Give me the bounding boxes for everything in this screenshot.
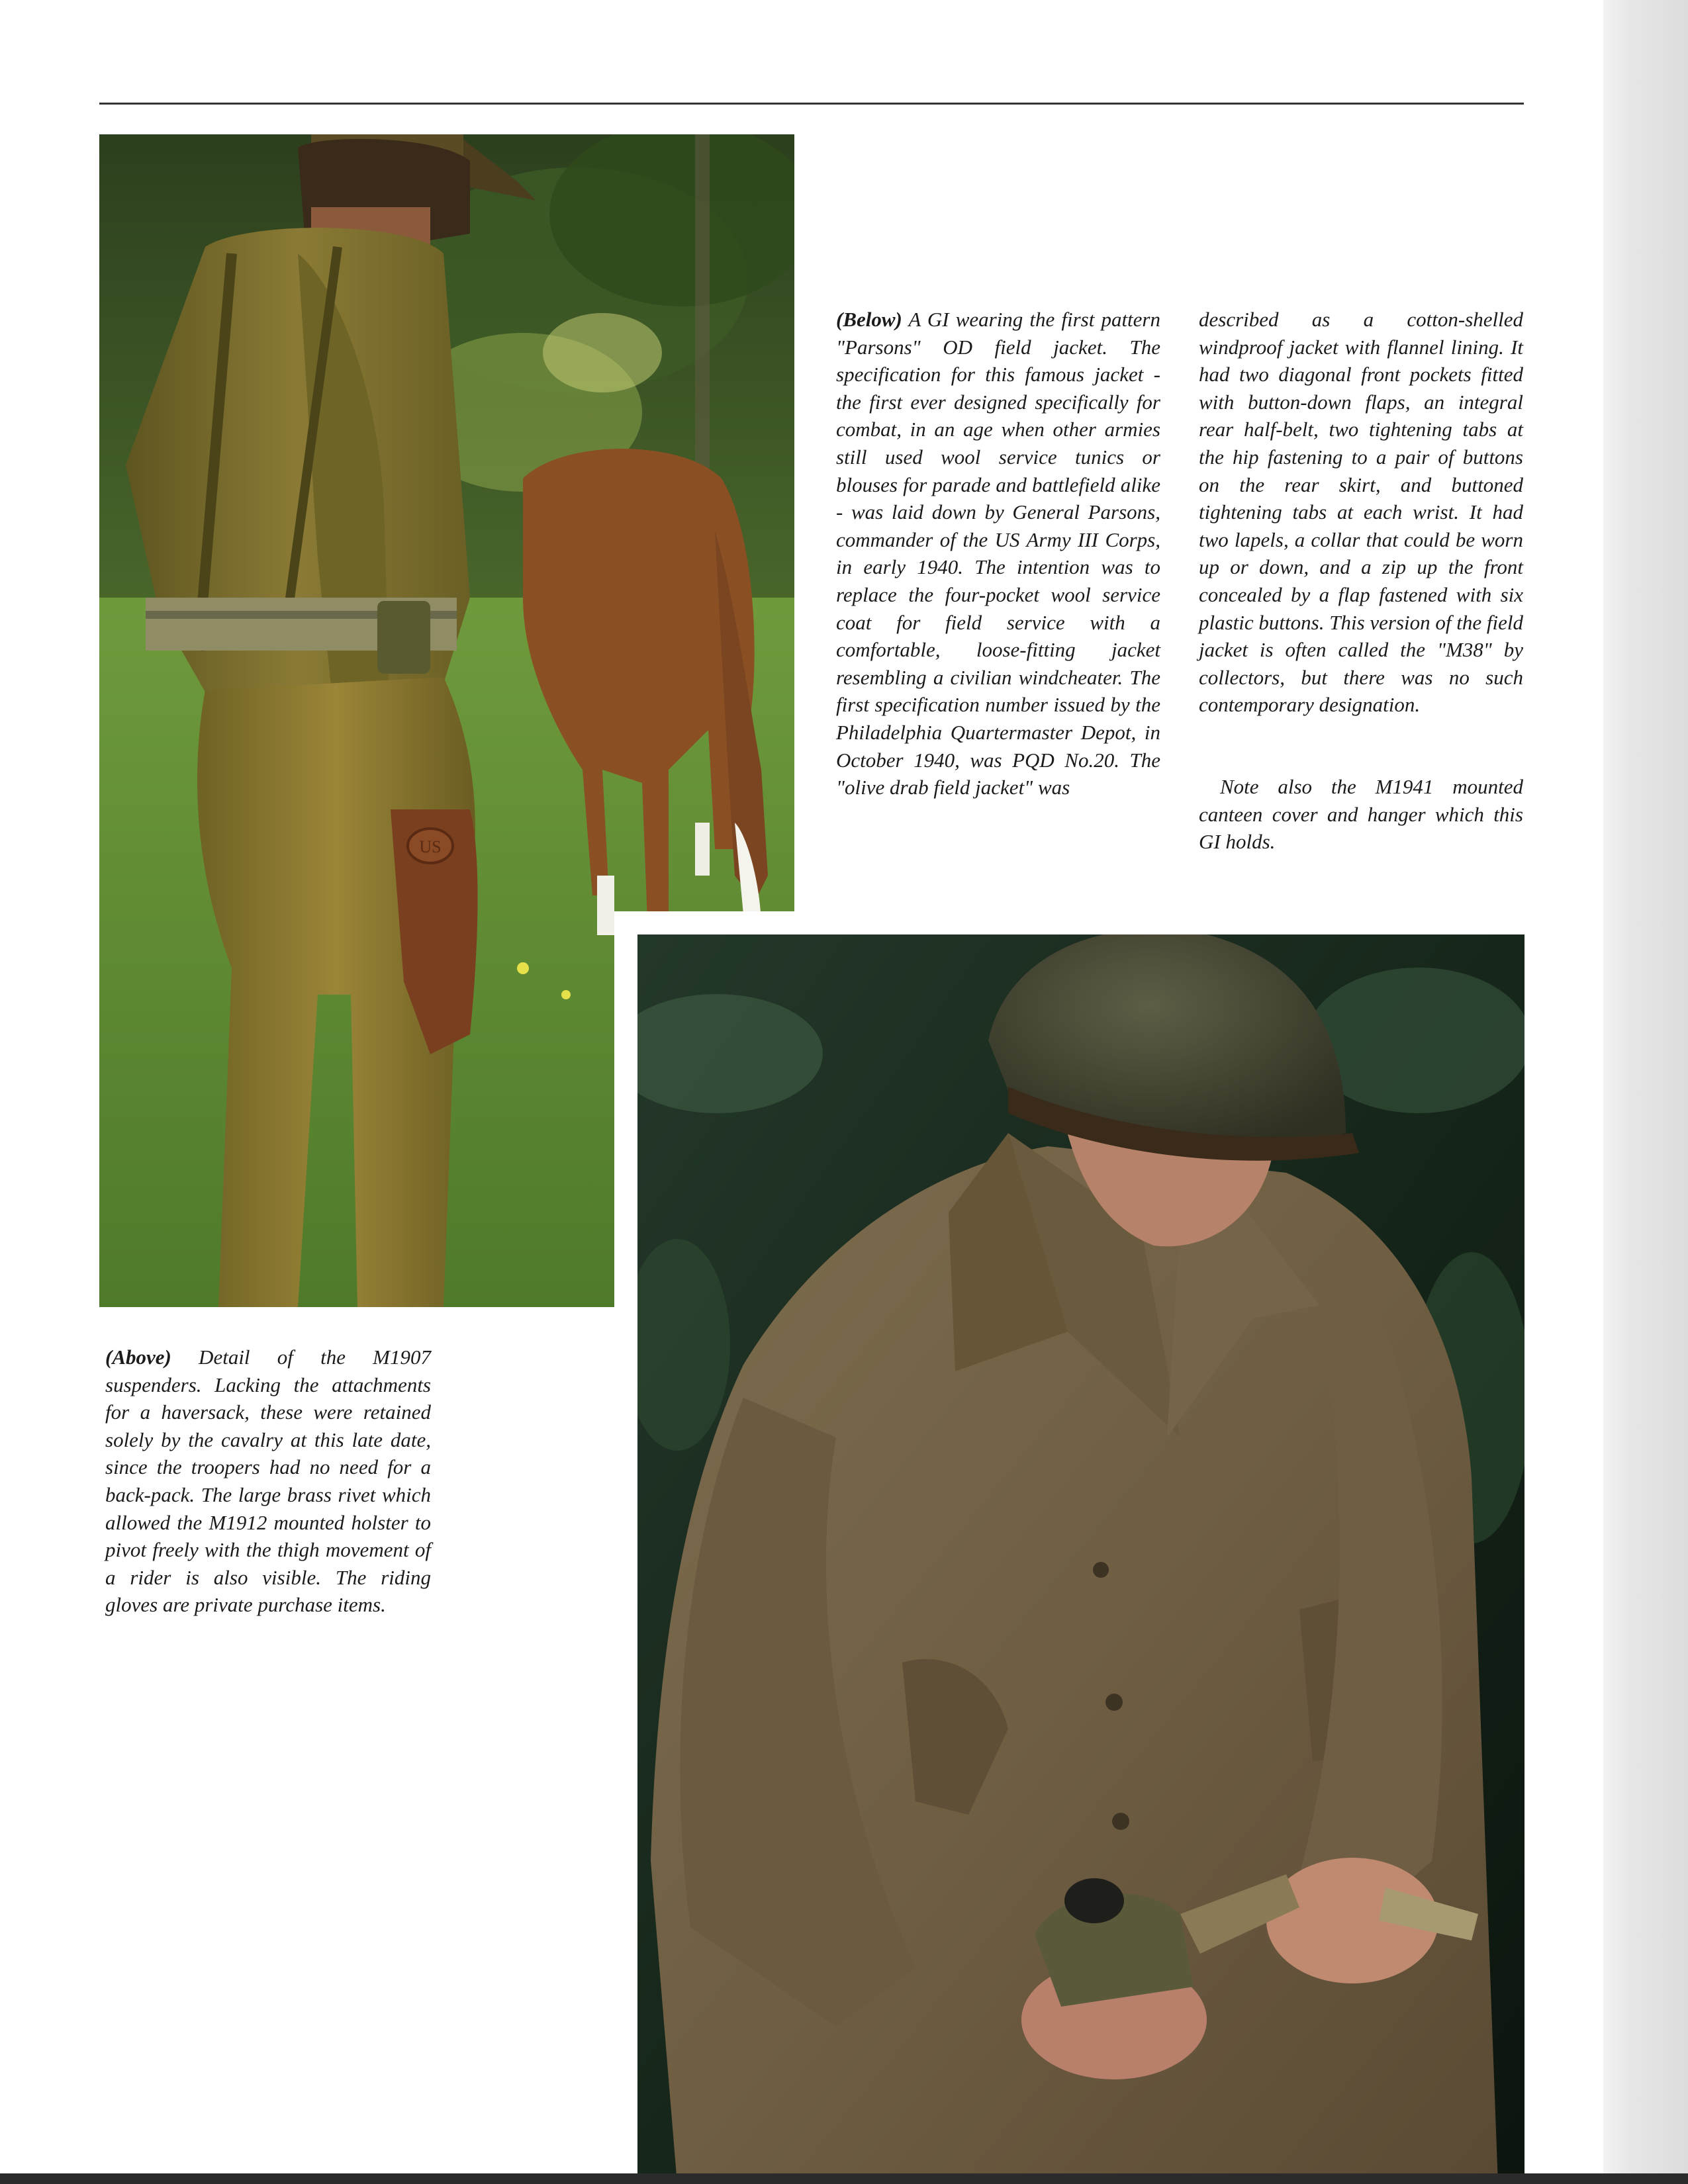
photo-gi-field-jacket (637, 934, 1524, 2184)
gi-illustration (637, 934, 1524, 2184)
page-bottom-edge (0, 2173, 1688, 2184)
header-rule (99, 103, 1524, 105)
holster-us-mark: US (419, 837, 442, 856)
caption-above (105, 1343, 431, 1619)
caption-below-lead: (Below) (836, 308, 902, 331)
caption-above-text: Detail of the M1907 suspenders. Lacking the attachments for a haversack, these were retained solely by the cavalry at this late date, since the troopers had no need for a back-pack. The large brass rivet which allowed the M1912 mounted holster to pivot freely with the thigh movement of a rider is also visible. The riding gloves are private purchase items. (105, 1345, 431, 1617)
caption-below-text: A GI wearing the first pattern "Parsons" OD field jacket. The specification for this famous jacket - the first ever designed specifically for combat, in an age when other armies still used wool service tunics or blouses for parade and battlefield alike - was laid down by General Parsons, commander of the US Army III Corps, in early 1940. The intention was to replace the four-pocket wool service coat for field service with a comfortable, loose-fitting jacket resembling a civilian windcheater. The first specification number issued by the Philadelphia Quartermaster Depot, in October 1940, was PQD No.20. The "olive drab field jacket" was (836, 308, 1160, 799)
page-edge-strip (1603, 0, 1688, 2184)
caption-continued: described as a cotton-shelled windproof jacket with flannel lining. It had two diagonal front pockets fitted with button-down flaps, an integral rear half-belt, two tightening tabs at the hip fastening to a pair of buttons on the rear skirt, and buttoned tightening tabs at each wrist. It had two lapels, a collar that could be worn up or down, and a zip up the front concealed by a flap fastened with six plastic buttons. This version of the field jacket is often called the "M38" by collectors, but there was no such contemporary designation. (1199, 308, 1523, 717)
caption-above-lead: (Above) (105, 1345, 171, 1369)
caption-note: Note also the M1941 mounted canteen cover and hanger which this GI holds. (1199, 775, 1523, 854)
caption-below (836, 306, 1160, 801)
